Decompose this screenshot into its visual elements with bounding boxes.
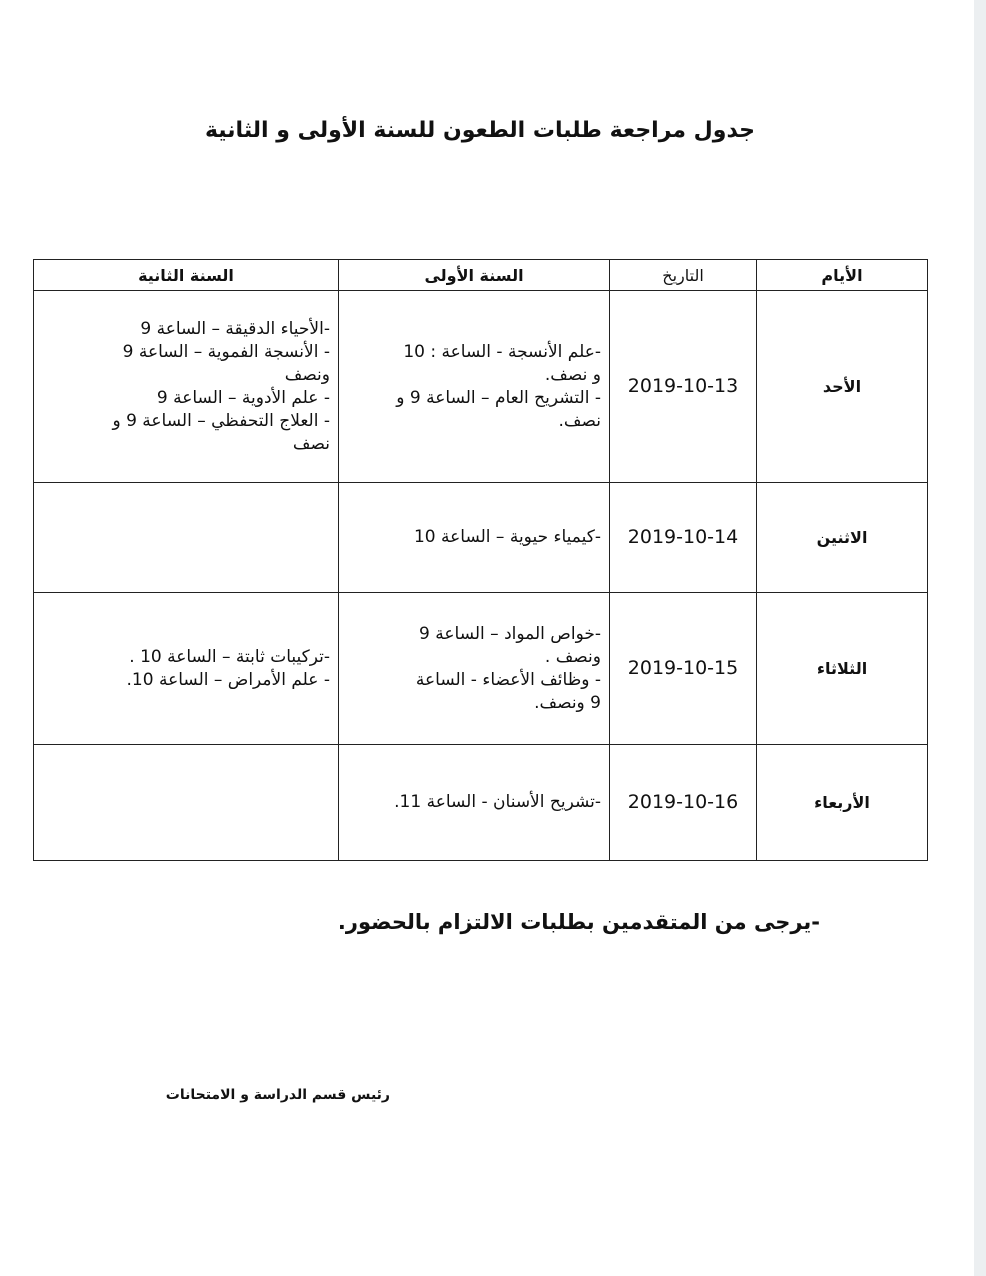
day-cell: الثلاثاء (757, 593, 928, 745)
page-edge (974, 0, 986, 1276)
schedule-table (33, 259, 928, 861)
year1-cell (339, 745, 610, 861)
table-row (34, 745, 928, 861)
year2-cell (34, 291, 339, 483)
date-cell: 2019-10-15 (610, 593, 757, 745)
year2-cell (34, 745, 339, 861)
subject-line: -كيمياء حيوية – الساعة 10 (413, 527, 601, 547)
date-cell: 2019-10-13 (610, 291, 757, 483)
subject-line: - الأنسجة الفموية – الساعة 9 (122, 341, 330, 362)
header-year2: السنة الثانية (34, 260, 339, 291)
subject-line: - وظائف الأعضاء - الساعة (415, 669, 601, 690)
subject-line: -علم الأنسجة - الساعة : 10 (403, 341, 601, 362)
date-cell: 2019-10-16 (610, 745, 757, 861)
day-cell: الاثنين (757, 483, 928, 593)
year1-cell (339, 593, 610, 745)
header-days: الأيام (757, 260, 928, 291)
table-header-row (34, 260, 928, 291)
subject-line: - التشريح العام – الساعة 9 و (396, 387, 601, 408)
subject-line: - علم الأدوية – الساعة 9 (156, 387, 330, 408)
signature: رئيس قسم الدراسة و الامتحانات (165, 1087, 390, 1103)
year1-cell (339, 291, 610, 483)
document-title: جدول مراجعة طلبات الطعون للسنة الأولى و الثانية (204, 118, 756, 143)
subject-line: و نصف. (544, 364, 601, 385)
year2-cell (34, 483, 339, 593)
date-cell: 2019-10-14 (610, 483, 757, 593)
year2-cell (34, 593, 339, 745)
subject-line: -الأحياء الدقيقة – الساعة 9 (140, 318, 330, 339)
table-row (34, 291, 928, 483)
subject-line: - علم الأمراض – الساعة 10. (126, 669, 330, 690)
subject-line: ونصف . (544, 646, 601, 667)
subject-line: ونصف (284, 364, 330, 385)
day-cell: الأحد (757, 291, 928, 483)
subject-line: -خواص المواد – الساعة 9 (419, 623, 601, 644)
table-row (34, 483, 928, 593)
subject-line: - العلاج التحفظي – الساعة 9 و (112, 410, 330, 431)
subject-line: 9 ونصف. (534, 692, 601, 713)
subject-line: -تركيبات ثابتة – الساعة 10 . (129, 646, 330, 667)
table-row (34, 593, 928, 745)
subject-line: -تشريح الأسنان - الساعة 11. (394, 792, 601, 812)
header-date: التاريخ (610, 260, 757, 291)
day-cell: الأربعاء (757, 745, 928, 861)
attendance-note: -يرجى من المتقدمين بطلبات الالتزام بالحضور. (337, 910, 820, 934)
year1-cell (339, 483, 610, 593)
subject-line: نصف. (558, 410, 601, 431)
header-year1: السنة الأولى (339, 260, 610, 291)
subject-line: نصف (292, 433, 330, 454)
